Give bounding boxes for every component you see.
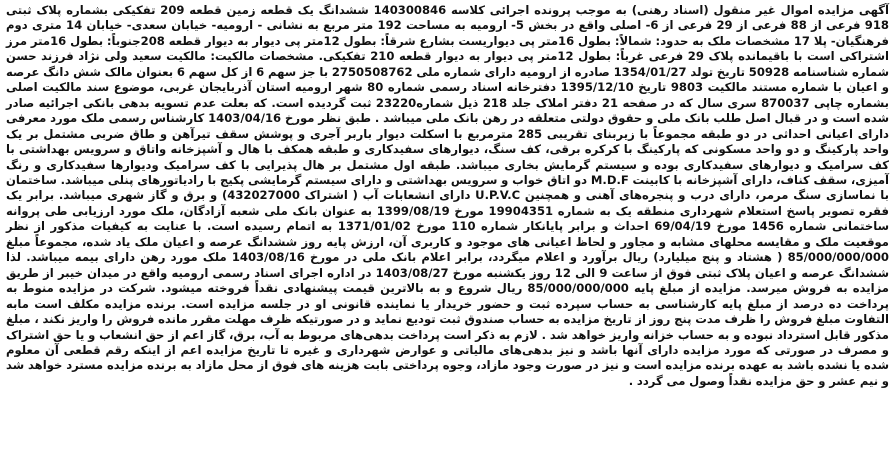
auction-notice-text: آگهی مزایده اموال غیر منقول (اسناد رهنی) به موجب پرونده اجرائی کلاسه 140300846 ششدانگ یک قطعه زمین قطعه 209 تفکیکی بشماره پلاک ثبتی 918 فرعی از 88 فرعی از 29 فرعی از 6- اصلی واقع در بخش 5- ارومیه به مساحت 192 متر مربع به نشانی - ارومیه- خیابان سعدی- خیابان 14 متری دوم فرهنگیان- پلا 17 مشخصات ملک به حدود: شمالاً: بطول 16متر پی دیواریست بشارع شرقاً: بطول 12متر پی دیوار به دیوار قطعه 208جنوباً: بطول 16متر مرز اشتراکی است با باقیمانده پلاک 29 فرعی غرباً: بطول 12متر پی دیوار به دیوار قطعه 210 تفکیکی. مشخصات مالکیت: مالکیت سعید ولی نژاد فرزند حسن شماره شناسنامه 50928 تاریخ تولد 1354/01/27 صادره از ارومیه دارای شماره ملی 2750508762 با جز سهم 6 از کل سهم 6 بعنوان مالک شش دانگ عرصه و اعیان با شماره مستند مالکیت 9803 تاریخ 1395/12/10 دفترخانه اسناد رسمی شماره 80 شهر ارومیه استان آذربایجان غربی، موضوع سند مالکیت اصلی بشماره چاپی 870037 سری سال که در صفحه 21 دفتر املاک جلد 218 ذیل شماره23220 ثبت گردیده است. که بعلت عدم تسویه بدهی بانکی اجرائیه صادر شده است و در قبال اصل طلب بانک ملی و حقوق دولتی متعلقه در رهن بانک ملی میباشد . طبق نظر مورخ 1403/04/16 کارشناس رسمی ملک مورد معرفی دارای اعیانی احداثی در دو طبقه مجموعاً با زیربنای تقریبی 285 مترمربع با اسکلت دیوار باربر آجری و پوشش سقف تیرآهن و طاق ضربی مشتمل بر یک واحد پارکینگ و دو واحد مسکونی که پارکینگ با کرکره برقی، کف سنگ، دیوارهای سفیدکاری و طبقه همکف با هال و آشپزخانه واتاق و سرویس بهداشتی با کف سرامیک و دیوارهای سفیدکاری بوده و سیستم گرمایش بخاری میباشد. طبقه اول مشتمل بر هال پذیرایی با کف سرامیک ودیوارها سفیدکاری و رنگ آمیزی، سقف کناف، دارای آشپزخانه با کابینت M.D.F دو اتاق خواب و سرویس بهداشتی و دارای سیستم گرمایشی پکیج با رادیاتورهای پنلی میباشد. ساختمان با نماسازی سنگ مرمر، دارای درب و پنجره‌های آهنی و همچنین U.P.V.C دارای انشعابات آب ( اشتراک 432027000) و برق و گاز شهری میباشد. برابر یک فقره تصویر پاسخ استعلام شهرداری منطقه یک به شماره 19904351 مورخ 1399/08/19 به عنوان بانک ملی شعبه آزادگان، ملک مورد ارزیابی طی پروانه ساختمانی شماره 1456 مورخ 69/04/19 احداث و برابر پایانکار شماره 110 مورخ 1371/01/02 به اتمام رسیده است. با عنایت به کیفیات مذکور از نظر موقعیت ملک و مقایسه محلهای مشابه و مجاور و لحاظ اعیانی های موجود و کاربری آن، ارزش پایه روز ششدانگ عرصه و اعیان ملک یاد شده، مجموعاً مبلغ 85/000/000/000 ( هشتاد و پنج میلیارد) ریال برآورد و اعلام میگردد، برابر اعلام بانک ملی در مورخ 1403/08/16 ملک مورد رهن دارای بیمه میباشد. لذا ششدانگ عرصه و اعیان پلاک ثبتی فوق از ساعت 9 الی 12 روز یکشنبه مورخ 1403/08/27 در اداره اجرای اسناد رسمی ارومیه واقع در میدان خیبر از طریق مزایده به فروش میرسد. مزایده از مبلغ پایه 85/000/000/000 ریال شروع و به بالاترین قیمت پیشنهادی نقداً فروخته میشود. شرکت در مزایده منوط به پرداخت ده درصد از مبلغ پایه کارشناسی به حساب سپرده ثبت و حضور خریدار یا نماینده قانونی او در جلسه مزایده است. برنده مزایده مکلف است مابه التفاوت مبلغ فروش را ظرف مدت پنج روز از تاریخ مزایده به حساب صندوق ثبت تودیع نماید و در صورتیکه ظرف مهلت مقرر مانده فروش را واریز نکند ، مبلغ مذکور قابل استرداد نبوده و به حساب خزانه واریز خواهد شد . لازم به ذکر است پرداخت بدهی‌های مربوط به آب، برق، گاز اعم از حق انشعاب و یا حق اشتراک و مصرف در صورتی که مورد مزایده دارای آنها باشد و نیز بدهی‌های مالیاتی و عوارض شهرداری و غیره تا تاریخ مزایده اعم از اینکه رقم قطعی آن معلوم شده یا نشده باشد به عهده برنده مزایده است و نیز در صورت وجود مازاد، وجوه پرداختی بابت هزینه های فوق از محل مازاد به برنده مزایده مسترد خواهد شد و نیم عشر و حق مزایده نقداً وصول می گردد . — [6, 3, 890, 388]
